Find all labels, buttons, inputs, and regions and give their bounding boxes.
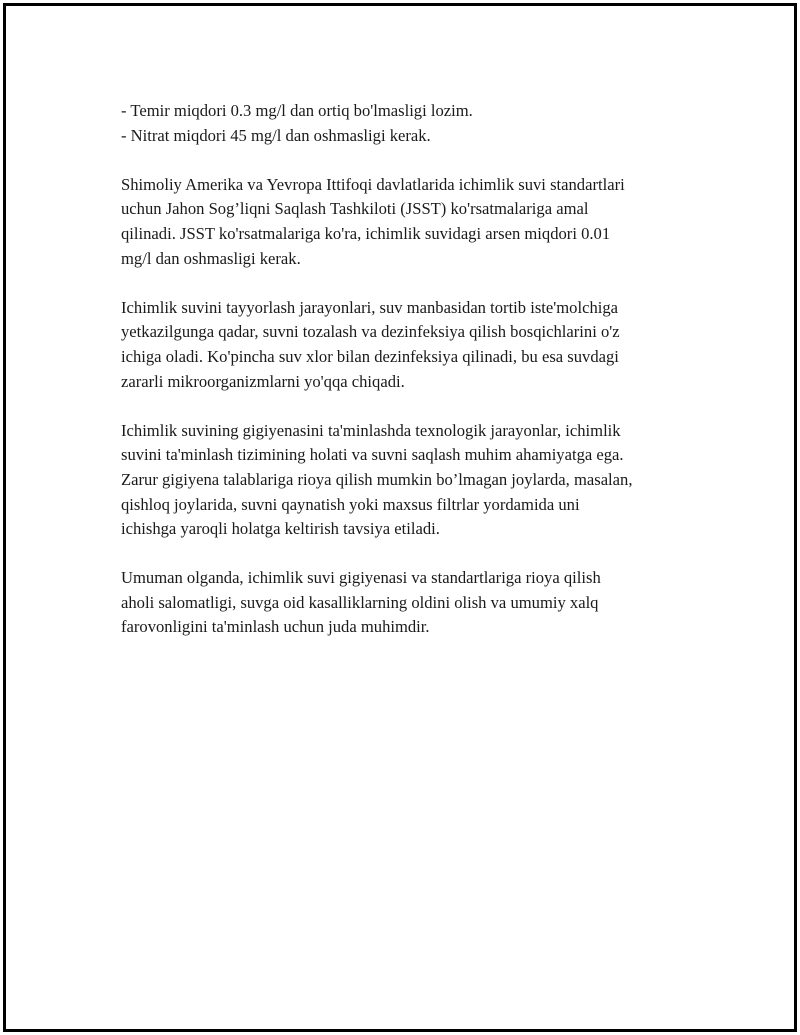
document-body: [121, 99, 706, 640]
text-line: ichiga oladi. Ko'pincha suv xlor bilan dezinfeksiya qilinadi, bu esa suvdagi: [121, 346, 619, 366]
text-line: Zarur gigiyena talablariga rioya qilish mumkin bo’lmagan joylarda, masalan,: [121, 469, 633, 489]
paragraph-preparation: [121, 296, 706, 394]
paragraph-conclusion: [121, 566, 706, 640]
text-line: yetkazilgunga qadar, suvni tozalash va dezinfeksiya qilish bosqichlarini o'z: [121, 322, 620, 342]
text-line: Ichimlik suvining gigiyenasini ta'minlashda texnologik jarayonlar, ichimlik: [121, 420, 621, 440]
text-line: ichishga yaroqli holatga keltirish tavsiya etiladi.: [121, 519, 440, 539]
text-line: mg/l dan oshmasligi kerak.: [121, 248, 301, 268]
text-line: qilinadi. JSST ko'rsatmalariga ko'ra, ichimlik suvidagi arsen miqdori 0.01: [121, 223, 611, 243]
text-line: Umuman olganda, ichimlik suvi gigiyenasi va standartlariga rioya qilish: [121, 568, 601, 588]
text-line: Ichimlik suvini tayyorlash jarayonlari, suv manbasidan tortib iste'molchiga: [121, 297, 619, 317]
text-line: Shimoliy Amerika va Yevropa Ittifoqi davlatlarida ichimlik suvi standartlari: [121, 174, 625, 194]
paragraph-hygiene: [121, 419, 706, 542]
text-line: suvini ta'minlash tizimining holati va suvni saqlash muhim ahamiyatga ega.: [121, 445, 624, 465]
text-line: zararli mikroorganizmlarni yo'qqa chiqadi.: [121, 371, 405, 391]
text-line: uchun Jahon Sog’liqni Saqlash Tashkiloti (JSST) ko'rsatmalariga amal: [121, 199, 589, 219]
text-line: aholi salomatligi, suvga oid kasalliklarning oldini olish va umumiy xalq: [121, 592, 599, 612]
paragraph-standards: [121, 173, 706, 271]
bullet-item-nitrate: - Nitrat miqdori 45 mg/l dan oshmasligi kerak.: [121, 125, 431, 145]
bullet-item-iron: - Temir miqdori 0.3 mg/l dan ortiq bo'lmasligi lozim.: [121, 101, 473, 120]
text-line: farovonligini ta'minlash uchun juda muhimdir.: [121, 617, 430, 637]
page-border: [3, 3, 797, 1032]
text-line: qishloq joylarida, suvni qaynatish yoki maxsus filtrlar yordamida uni: [121, 494, 580, 514]
